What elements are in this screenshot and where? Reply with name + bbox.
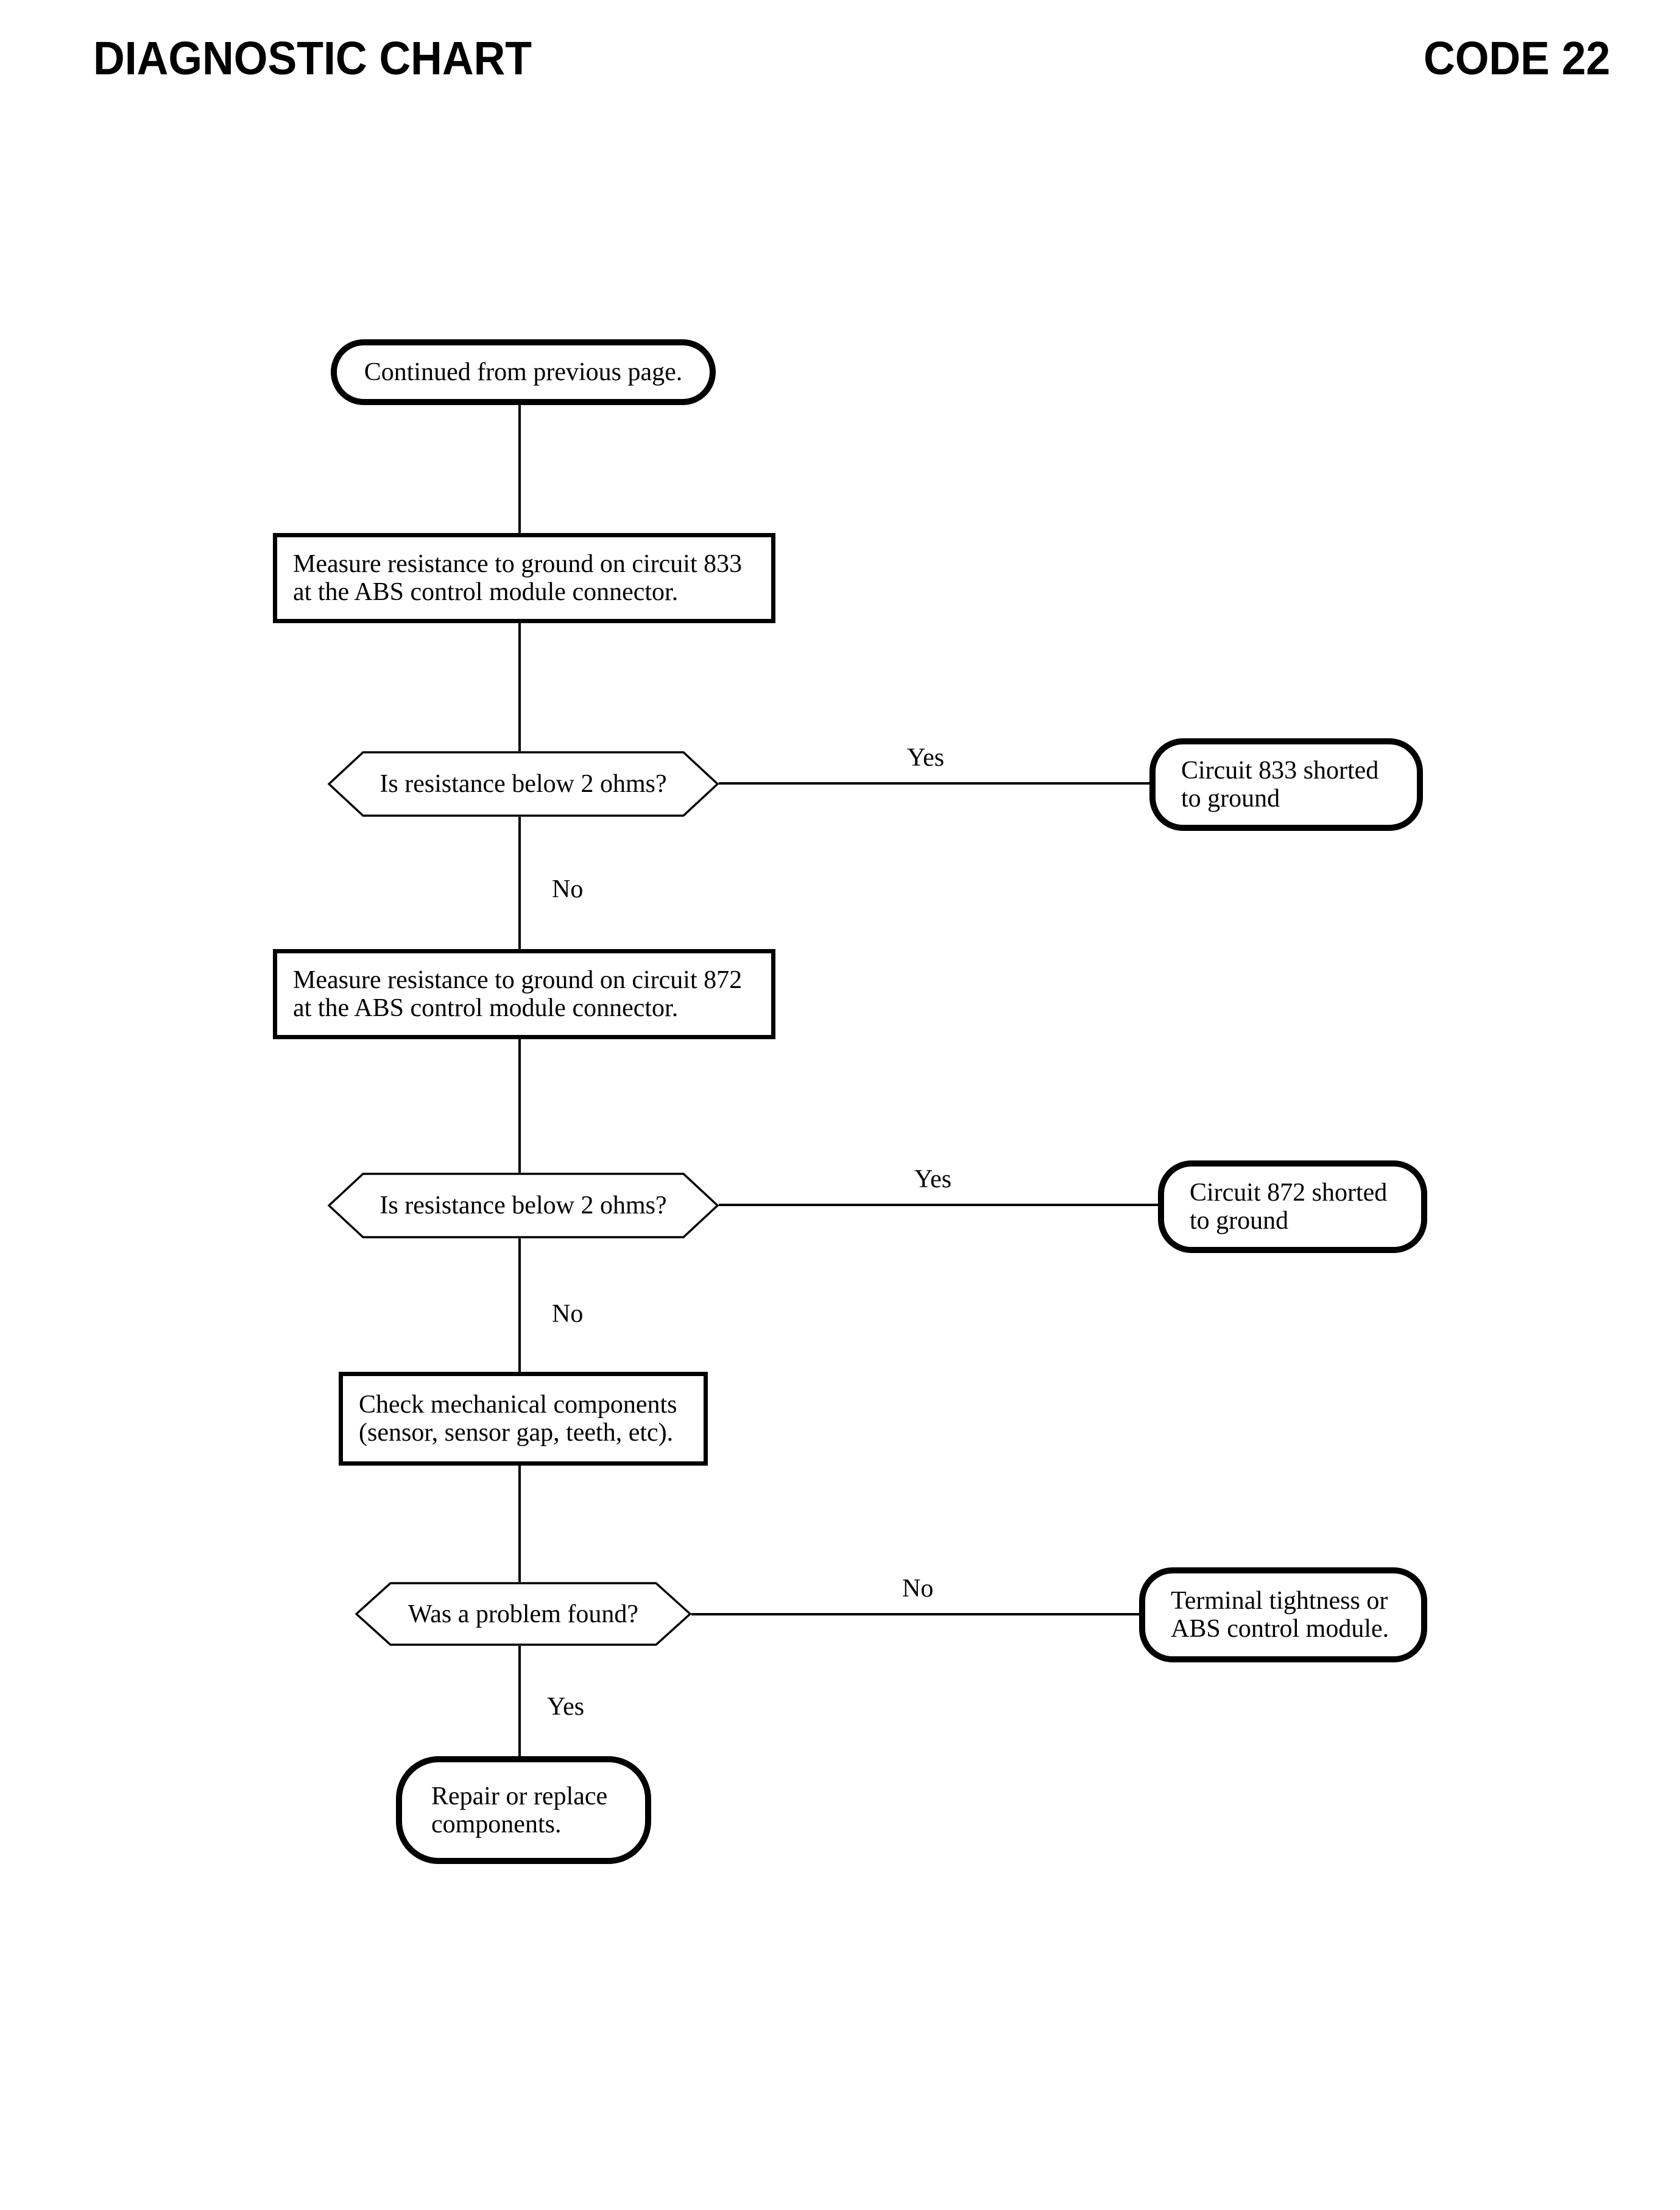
connector-measure872-to-decision872 bbox=[518, 1039, 521, 1173]
connector-decision833-yes bbox=[719, 782, 1149, 785]
connector-decision872-no bbox=[518, 1238, 521, 1372]
node-measure-872 bbox=[273, 949, 775, 1039]
node-shorted-833-line2: to ground bbox=[1181, 785, 1280, 813]
connector-decision833-no bbox=[518, 817, 521, 949]
node-decision-833 bbox=[328, 751, 719, 817]
page-title: DIAGNOSTIC CHART bbox=[93, 32, 532, 85]
connector-decision872-yes bbox=[719, 1204, 1158, 1206]
node-repair-line2: components. bbox=[431, 1810, 562, 1838]
node-check-mechanical bbox=[339, 1372, 708, 1466]
connector-measure833-to-decision833 bbox=[518, 623, 521, 751]
node-measure-833 bbox=[273, 533, 775, 623]
code-number: CODE 22 bbox=[1424, 32, 1611, 85]
node-terminal-tightness-line1: Terminal tightness or bbox=[1171, 1587, 1388, 1615]
node-measure-872-line2: at the ABS control module connector. bbox=[293, 994, 679, 1022]
node-measure-872-line1: Measure resistance to ground on circuit 872 bbox=[293, 966, 743, 994]
node-shorted-872-line2: to ground bbox=[1190, 1207, 1289, 1235]
node-terminal-tightness bbox=[1139, 1567, 1427, 1662]
node-decision-833-text: Is resistance below 2 ohms? bbox=[379, 770, 667, 798]
node-shorted-872-line1: Circuit 872 shorted bbox=[1190, 1179, 1388, 1207]
node-shorted-833 bbox=[1149, 738, 1423, 831]
node-repair-line1: Repair or replace bbox=[431, 1782, 608, 1810]
node-check-mechanical-line1: Check mechanical components bbox=[359, 1391, 677, 1419]
label-decision-problem-no: No bbox=[902, 1575, 934, 1603]
node-decision-872 bbox=[328, 1173, 719, 1238]
connector-decision-problem-yes bbox=[518, 1646, 521, 1756]
label-decision872-yes: Yes bbox=[914, 1165, 952, 1193]
label-decision833-yes: Yes bbox=[907, 744, 945, 772]
label-decision872-no: No bbox=[552, 1300, 584, 1328]
node-check-mechanical-line2: (sensor, sensor gap, teeth, etc). bbox=[359, 1419, 674, 1447]
label-decision-problem-yes: Yes bbox=[547, 1693, 585, 1721]
node-measure-833-line1: Measure resistance to ground on circuit 833 bbox=[293, 550, 743, 578]
connector-decision-problem-no bbox=[691, 1613, 1139, 1615]
node-measure-833-line2: at the ABS control module connector. bbox=[293, 578, 679, 606]
node-decision-problem bbox=[355, 1582, 691, 1646]
node-start-terminal bbox=[331, 339, 716, 405]
node-shorted-872 bbox=[1158, 1160, 1427, 1253]
node-shorted-833-line1: Circuit 833 shorted bbox=[1181, 757, 1379, 785]
node-decision-872-text: Is resistance below 2 ohms? bbox=[379, 1191, 667, 1220]
node-decision-problem-text: Was a problem found? bbox=[408, 1600, 638, 1628]
node-terminal-tightness-line2: ABS control module. bbox=[1171, 1615, 1389, 1643]
node-start-text: Continued from previous page. bbox=[364, 358, 683, 386]
label-decision833-no: No bbox=[552, 875, 584, 903]
connector-start-to-measure833 bbox=[518, 405, 521, 533]
node-repair bbox=[396, 1756, 651, 1864]
connector-check-to-decision-problem bbox=[518, 1466, 521, 1582]
